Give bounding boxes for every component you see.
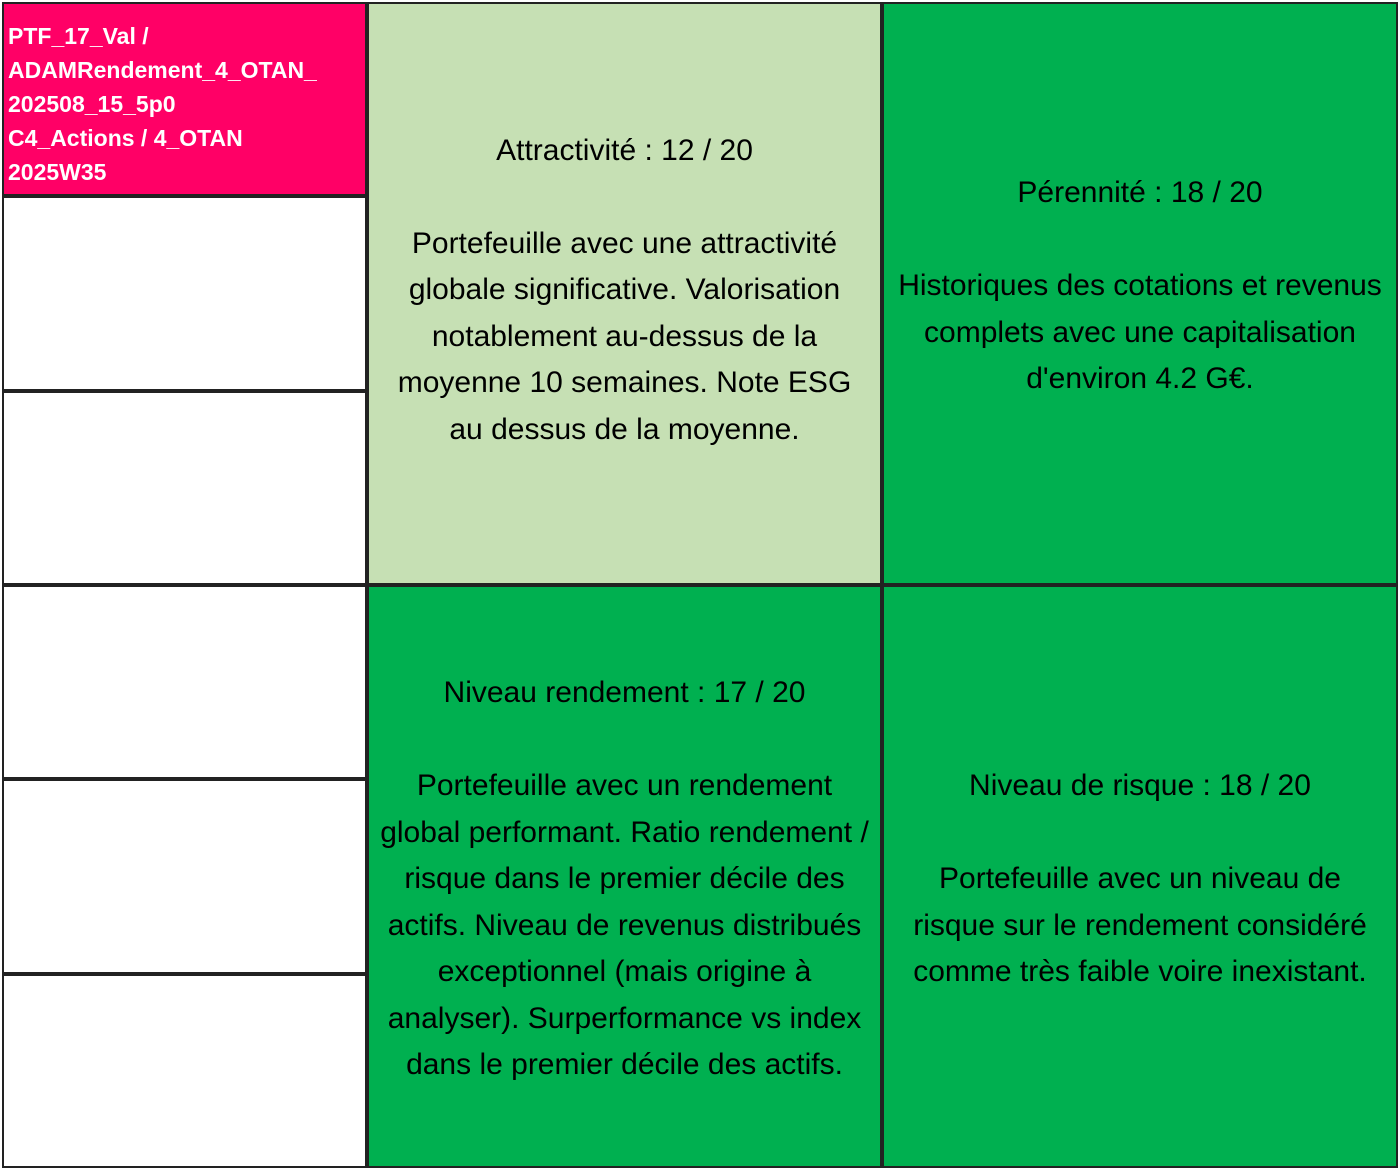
attractivite-title: Attractivité : 12 / 20 [496, 133, 753, 167]
portfolio-header [2, 2, 367, 196]
perennite-card [882, 2, 1398, 585]
header-line-3: 202508_15_5p0 [8, 91, 176, 117]
attractivite-card [367, 2, 882, 585]
attractivite-description: Portefeuille avec une attractivité globale significative. Valorisation notablement au-dessus de la moyenne 10 semaines. Note ESG au dessus de la moyenne. [397, 226, 852, 446]
header-line-1: PTF_17_Val / [8, 23, 149, 49]
header-line-2: ADAMRendement_4_OTAN_ [8, 57, 317, 83]
blank-cell-2 [2, 391, 367, 585]
risque-title: Niveau de risque : 18 / 20 [969, 769, 1311, 803]
perennite-title: Pérennité : 18 / 20 [1017, 176, 1263, 210]
blank-cell-5 [2, 974, 367, 1168]
blank-cell-4 [2, 779, 367, 974]
blank-cell-1 [2, 196, 367, 391]
blank-cell-3 [2, 585, 367, 779]
rendement-title: Niveau rendement : 17 / 20 [443, 676, 806, 710]
rendement-card [367, 585, 882, 1168]
rendement-description: Portefeuille avec un rendement global performant. Ratio rendement / risque dans le premier décile des actifs. Niveau de revenus distribués exceptionnel (mais origine à analyser). Surperformance vs index dans le premier décile des actifs. [380, 769, 869, 1082]
header-line-4: C4_Actions / 4_OTAN [8, 125, 243, 151]
risque-description: Portefeuille avec un niveau de risque sur le rendement considéré comme très faible voire inexistant. [913, 862, 1367, 989]
risque-card [882, 585, 1398, 1168]
perennite-description: Historiques des cotations et revenus complets avec une capitalisation d'environ 4.2 G€. [898, 269, 1382, 396]
header-line-5: 2025W35 [8, 159, 107, 185]
